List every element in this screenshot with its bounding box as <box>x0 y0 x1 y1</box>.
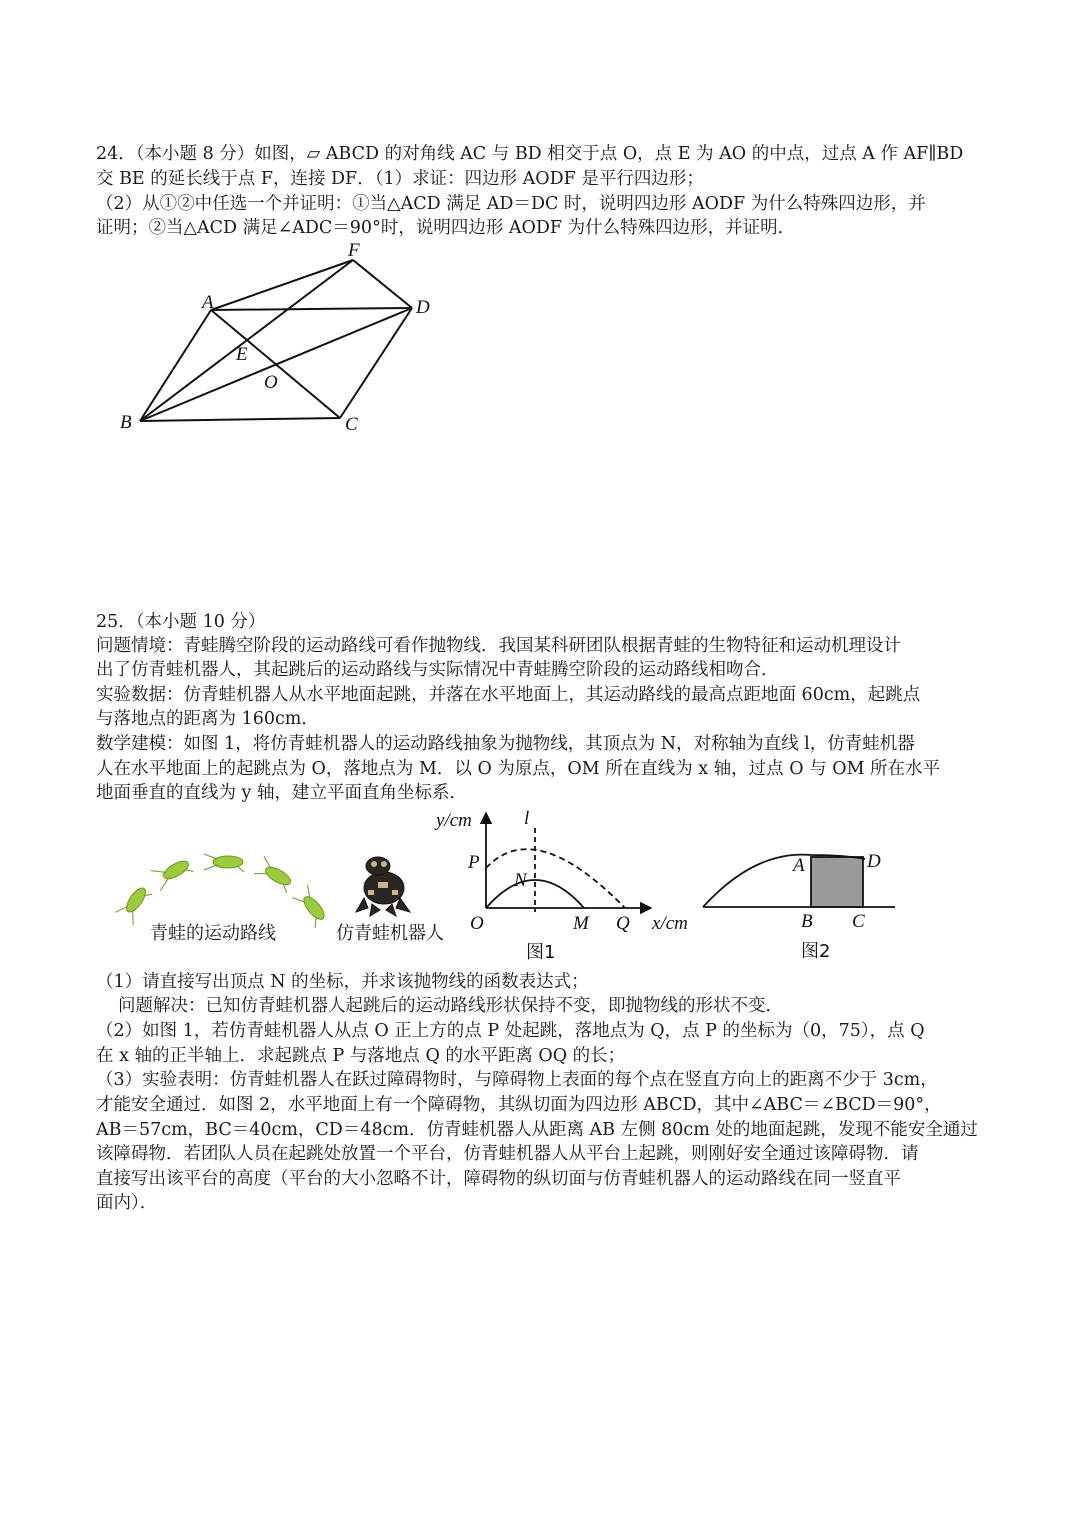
q25-line-1: 25．（本小题 10 分） <box>96 612 266 632</box>
label-a: A <box>202 292 214 313</box>
q25-line-2: 问题情境：青蛙腾空阶段的运动路线可看作抛物线．我国某科研团队根据青蛙的生物特征和运动机理设计 <box>96 636 901 656</box>
edge-ba <box>140 310 211 421</box>
label-d: D <box>867 851 881 872</box>
frog-icon <box>291 885 332 928</box>
line-fd <box>353 260 412 308</box>
q25-sub-3-line-2: 才能安全通过．如图 2，水平地面上有一个障碍物，其纵切面为四边形 ABCD，其中∠ABC＝∠BCD＝90°， <box>96 1095 942 1115</box>
label-n: N <box>514 870 527 891</box>
diagonal-bd <box>140 308 412 421</box>
q25-sub-3-line-4: 该障碍物．若团队人员在起跳处放置一个平台，仿青蛙机器人从平台上起跳，则刚好安全通过该障碍物．请 <box>96 1144 919 1164</box>
q25-sub-3-line-6: 面内）． <box>96 1193 158 1213</box>
label-b: B <box>801 911 813 932</box>
figure-1-caption: 图1 <box>526 942 556 963</box>
q24-line-2: 交 BE 的延长线于点 F，连接 DF．（1）求证：四边形 AODF 是平行四边形； <box>96 169 704 189</box>
q25-sub-3-line-1: （3）实验表明：仿青蛙机器人在跃过障碍物时，与障碍物上表面的每个点在竖直方向上的距离不少于 3cm， <box>96 1070 938 1090</box>
frog-icon <box>204 854 244 872</box>
q25-problem-solving: 问题解决：已知仿青蛙机器人起跳后的运动路线形状保持不变，即抛物线的形状不变． <box>118 996 783 1016</box>
parabola-pq <box>486 849 625 908</box>
label-p: P <box>468 852 480 873</box>
q25-sub-1: （1）请直接写出顶点 N 的坐标，并求该抛物线的函数表达式； <box>96 972 589 992</box>
q24-parallelogram-figure <box>110 238 450 438</box>
figure-2-obstacle <box>695 845 905 965</box>
robot-frog-image <box>350 848 420 918</box>
label-o: O <box>264 372 278 393</box>
label-l: l <box>524 808 530 829</box>
label-b: B <box>120 412 132 433</box>
label-a: A <box>793 855 805 876</box>
label-d: D <box>416 297 430 318</box>
q24-line-4: 证明；②当△ACD 满足∠ADC＝90°时，说明四边形 AODF 为什么特殊四边形，并证明． <box>96 218 796 238</box>
edge-dc <box>340 308 412 418</box>
line-af <box>211 260 353 310</box>
q25-line-7: 人在水平地面上的起跳点为 O，落地点为 M．以 O 为原点，OM 所在直线为 x 轴，过点 O 与 OM 所在水平 <box>96 759 941 779</box>
figure-1-coordinate-plot <box>430 808 705 968</box>
label-o: O <box>470 913 484 934</box>
frog-icon <box>115 883 154 925</box>
q25-sub-3-line-5: 直接写出该平台的高度（平台的大小忽略不计，障碍物的纵切面与仿青蛙机器人的运动路线在同一竖直平 <box>96 1169 901 1189</box>
q25-sub-2-line-2: 在 x 轴的正半轴上．求起跳点 P 与落地点 Q 的水平距离 OQ 的长； <box>96 1046 626 1066</box>
y-axis-label: y/cm <box>436 810 472 831</box>
frog-icon <box>149 853 193 891</box>
edge-ad <box>211 308 412 310</box>
q25-line-5: 与落地点的距离为 160cm． <box>96 709 319 729</box>
q24-line-1: 24．（本小题 8 分）如图，▱ ABCD 的对角线 AC 与 BD 相交于点 O，点 E 为 AO 的中点，过点 A 作 AF∥BD <box>96 144 964 164</box>
label-e: E <box>236 344 248 365</box>
q25-line-3: 出了仿青蛙机器人，其起跳后的运动路线与实际情况中青蛙腾空阶段的运动路线相吻合． <box>96 660 779 680</box>
robot-head <box>366 857 390 875</box>
frog-icon <box>254 856 297 892</box>
q25-line-4: 实验数据：仿青蛙机器人从水平地面起跳，并落在水平地面上，其运动路线的最高点距地面 60cm，起跳点 <box>96 685 921 705</box>
line-bf <box>140 260 353 421</box>
label-m: M <box>573 913 589 934</box>
edge-cb <box>140 418 340 421</box>
obstacle-abcd <box>811 857 863 907</box>
label-f: F <box>348 240 360 261</box>
frog-path-caption: 青蛙的运动路线 <box>150 923 276 944</box>
label-c: C <box>852 911 865 932</box>
q25-sub-2-line-1: （2）如图 1，若仿青蛙机器人从点 O 正上方的点 P 处起跳，落地点为 Q，点 P 的坐标为（0，75），点 Q <box>96 1021 925 1041</box>
q25-line-8: 地面垂直的直线为 y 轴，建立平面直角坐标系． <box>96 783 468 803</box>
q25-line-6: 数学建模：如图 1，将仿青蛙机器人的运动路线抽象为抛物线，其顶点为 N，对称轴为直线 l，仿青蛙机器 <box>96 734 915 754</box>
robot-caption: 仿青蛙机器人 <box>336 923 444 944</box>
label-c: C <box>345 414 358 435</box>
figure-2-caption: 图2 <box>801 941 831 962</box>
x-axis-label: x/cm <box>652 913 688 934</box>
q25-sub-3-line-3: AB＝57cm，BC＝40cm，CD＝48cm．仿青蛙机器人从距离 AB 左侧 80cm 处的地面起跳，发现不能安全通过 <box>96 1120 978 1140</box>
q24-line-3: （2）从①②中任选一个并证明：①当△ACD 满足 AD＝DC 时，说明四边形 AODF 为什么特殊四边形，并 <box>96 194 926 214</box>
label-q: Q <box>616 913 630 934</box>
